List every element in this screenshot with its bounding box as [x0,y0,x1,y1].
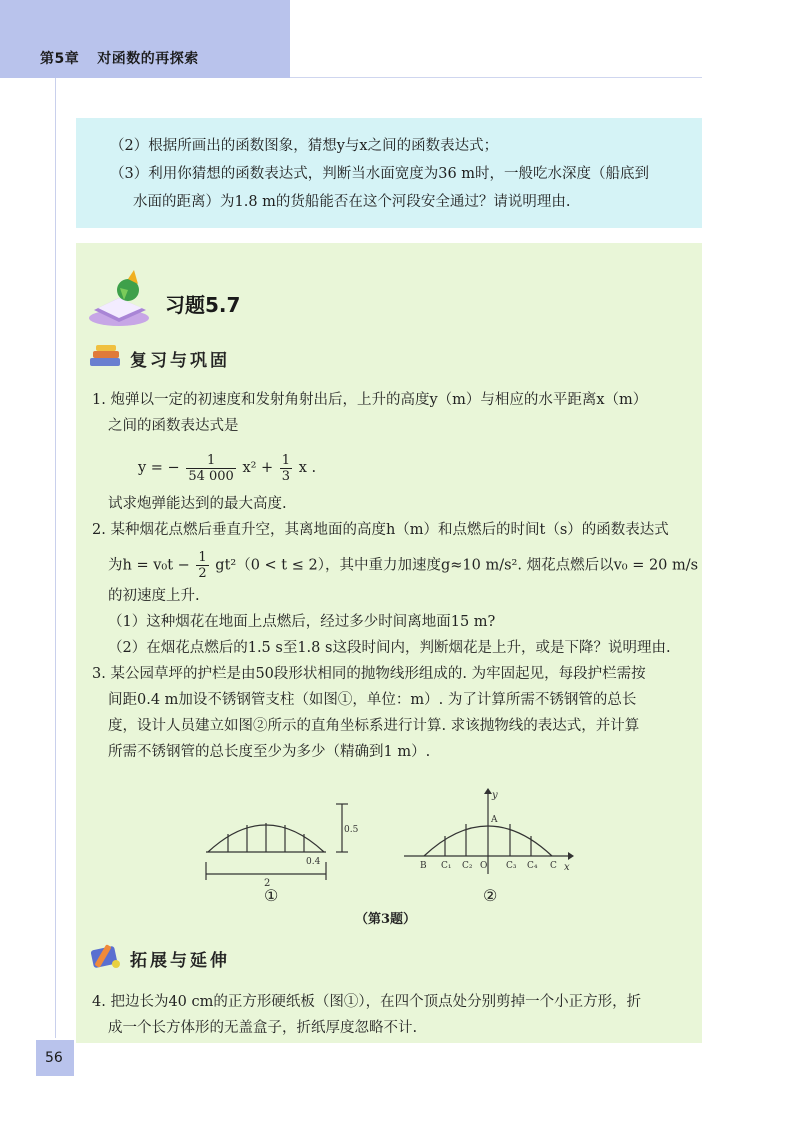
eq1-fraction-1 [186,453,236,484]
problem-3-line-3: 度，设计人员建立如图②所示的直角坐标系进行计算. 求该抛物线的表达式，并计算 [108,718,640,734]
p2-frac-den: 2 [198,566,207,581]
problem-1-line-2: 之间的函数表达式是 [108,418,239,434]
fig2-point-C3: C₃ [506,861,517,871]
pencil-ruler-icon [90,942,124,972]
p2-formula-b: gt²（0 < t ≤ 2），其中重力加速度g≈10 m/s². 烟花点燃后以v₀ = 20 m/s [215,557,699,574]
eq1-frac2-den: 3 [281,468,291,484]
chapter-number: 第5章 [40,51,80,67]
fig2-point-O: O [480,861,488,871]
p2-formula-a: 为h = v₀t − [108,557,190,574]
fig2-point-C: C [550,861,557,871]
problem-1-equation [138,450,316,486]
page-number: 56 [45,1050,63,1066]
eq1-fraction-2 [280,453,292,484]
problem-3-line-4: 所需不锈钢管的总长度至少为多少（精确到1 m）. [108,744,431,760]
problem-2-sub-1: （1）这种烟花在地面上点燃后，经过多少时间离地面15 m? [108,614,496,630]
fig2-point-C2: C₂ [462,861,473,871]
eq1-frac2-num: 1 [281,452,291,468]
fig2-point-B: B [420,861,427,871]
left-margin-rule [55,78,56,1038]
fig1-width-label: 2 [264,878,271,888]
books-icon [88,344,124,370]
exercise-title: 习题5.7 [165,293,241,317]
problem-1-line-1: 1. 炮弹以一定的初速度和发射角射出后，上升的高度y（m）与相应的水平距离x（m） [92,392,648,408]
problem-2-line-1: 2. 某种烟花点燃后垂直升空，其离地面的高度h（m）和点燃后的时间t（s）的函数表达式 [92,522,669,538]
eq1-end: x . [298,460,317,476]
problem-4-line-2: 成一个长方体形的无盖盒子，折纸厚度忽略不计. [108,1020,418,1036]
figure-1-label: ① [264,886,279,905]
eq1-mid: x² + [242,460,274,476]
y-axis-arrow [484,788,492,794]
problem-3-line-2: 间距0.4 m加设不锈钢管支柱（如图①，单位：m）. 为了计算所需不锈钢管的总长 [108,692,637,708]
chapter-header [40,48,199,68]
book-globe-icon [84,270,154,330]
fig2-x-label: x [564,862,570,873]
p2-fraction [196,550,208,581]
fig2-point-C4: C₄ [527,861,538,871]
question-part-3-cont: 水面的距离）为1.8 m的货船能否在这个河段安全通过？请说明理由. [133,194,571,210]
question-part-2: （2）根据所画出的函数图象，猜想y与x之间的函数表达式； [110,138,499,154]
fig1-spacing-label: 0.4 [306,857,321,867]
section-extension-title: 拓展与延伸 [130,951,230,971]
problem-2-line-2 [108,550,698,581]
fig2-y-label: y [492,790,498,801]
fig2-point-C1: C₁ [441,861,452,871]
p2-frac-num: 1 [198,550,207,565]
fig2-point-A: A [491,815,498,825]
eq1-frac1-den: 54 000 [188,468,234,484]
x-axis-arrow [568,852,574,860]
problem-3-line-1: 3. 某公园草坪的护栏是由50段形状相同的抛物线形组成的. 为牢固起见，每段护栏需按 [92,666,646,682]
problem-4-line-1: 4. 把边长为40 cm的正方形硬纸板（图①），在四个顶点处分别剪掉一个小正方形，折 [92,994,642,1010]
problem-2-line-3: 的初速度上升. [108,588,200,604]
figure-2-label: ② [483,886,498,905]
figure-2-coordinate-diagram [400,786,580,876]
question-part-3: （3）利用你猜想的函数表达式，判断当水面宽度为36 m时，一般吃水深度（船底到 [110,166,650,182]
section-review-title: 复习与巩固 [130,351,230,371]
figure-caption: （第3题） [355,912,417,927]
problem-2-sub-2: （2）在烟花点燃后的1.5 s至1.8 s这段时间内，判断烟花是上升，或是下降？说明理由. [108,640,671,656]
chapter-title: 对函数的再探索 [97,51,199,67]
figure-1-railing [198,800,358,888]
eq1-frac1-num: 1 [186,453,236,469]
eq1-lhs: y = − [138,460,180,476]
header-rule [290,77,702,78]
fig1-height-label: 0.5 [344,825,358,835]
problem-1-line-3: 试求炮弹能达到的最大高度. [108,496,287,512]
